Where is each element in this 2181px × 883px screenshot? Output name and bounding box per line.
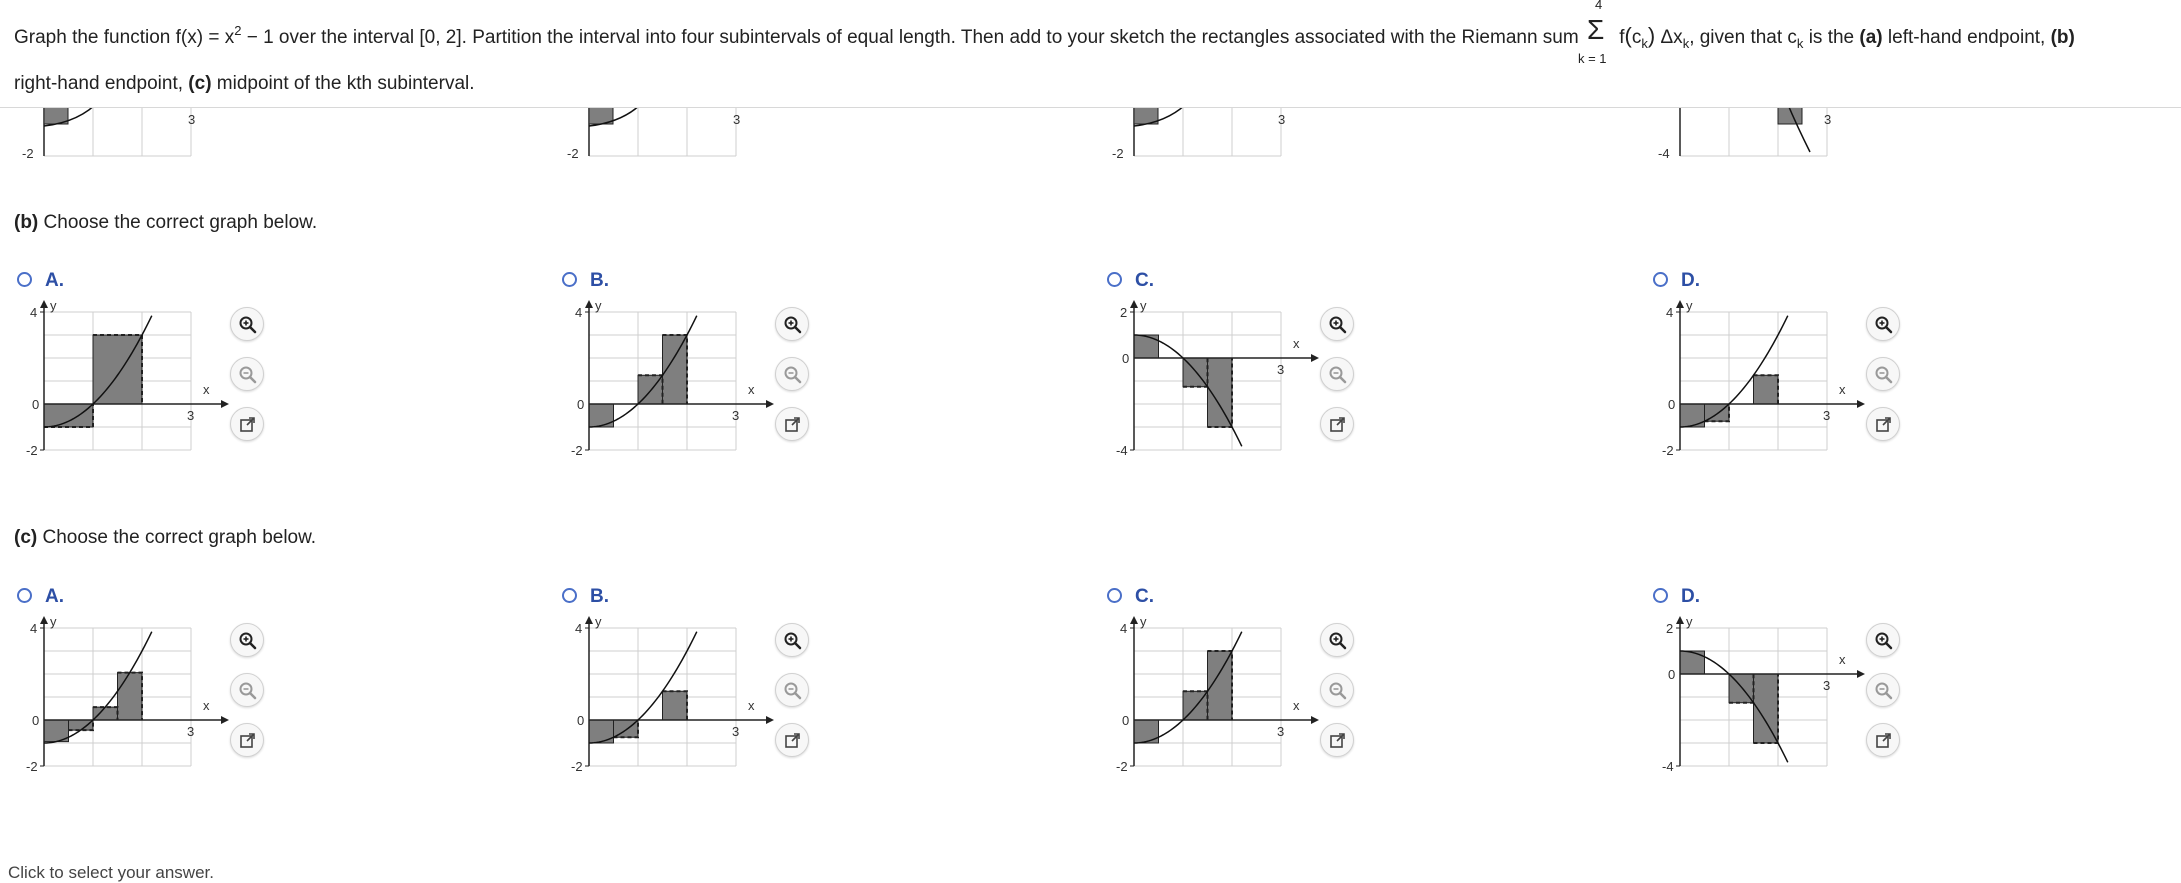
zoom-out-button[interactable] <box>1866 357 1900 391</box>
x-tick-label: 3 <box>733 112 741 127</box>
footer-instruction: Click to select your answer. <box>8 863 214 882</box>
zoom-out-button[interactable] <box>775 357 809 391</box>
y-zero-tick-label: 0 <box>32 397 40 412</box>
zoom-in-icon <box>238 315 258 335</box>
y-min-tick-label: -2 <box>571 443 583 458</box>
radio-button[interactable] <box>17 588 32 603</box>
y-min-tick-label: -2 <box>567 146 579 160</box>
pop-out-icon <box>1874 415 1894 435</box>
y-axis-arrow <box>40 616 48 624</box>
graph-svg <box>20 300 260 470</box>
zoom-out-button[interactable] <box>230 673 264 707</box>
partial-graph <box>1110 100 1370 160</box>
y-zero-tick-label: 0 <box>1668 397 1676 412</box>
radio-button[interactable] <box>17 272 32 287</box>
zoom-in-button[interactable] <box>1866 307 1900 341</box>
option-letter[interactable]: A. <box>45 270 64 291</box>
zoom-out-button[interactable] <box>775 673 809 707</box>
option-letter[interactable]: B. <box>590 270 609 291</box>
y-max-tick-label: 4 <box>1666 305 1674 320</box>
y-max-tick-label: 4 <box>30 621 38 636</box>
riemann-rect <box>1754 375 1779 404</box>
zoom-out-icon <box>1874 681 1894 701</box>
x-tick-label: 3 <box>1823 408 1831 423</box>
x-tick-label: 3 <box>1824 112 1832 127</box>
zoom-out-icon <box>238 365 258 385</box>
y-max-tick-label: 4 <box>30 305 38 320</box>
zoom-out-icon <box>1328 365 1348 385</box>
x-tick-label: 3 <box>1277 724 1285 739</box>
zoom-out-icon <box>238 681 258 701</box>
y-min-tick-label: -2 <box>22 146 34 160</box>
y-zero-tick-label: 0 <box>1122 713 1130 728</box>
part-b-option-d[interactable] <box>1636 272 2056 472</box>
part-b-prompt: (b) Choose the correct graph below. <box>14 212 318 233</box>
y-axis-arrow <box>1676 300 1684 308</box>
y-min-tick-label: -2 <box>26 443 38 458</box>
zoom-in-button[interactable] <box>1866 623 1900 657</box>
radio-button[interactable] <box>1107 272 1122 287</box>
y-axis-label: y <box>1140 300 1147 313</box>
part-b-option-a[interactable] <box>0 272 420 472</box>
zoom-in-button[interactable] <box>775 307 809 341</box>
radio-button[interactable] <box>562 272 577 287</box>
graph-svg <box>565 300 805 470</box>
option-letter[interactable]: C. <box>1135 270 1154 291</box>
y-axis-arrow <box>585 300 593 308</box>
riemann-rect <box>44 404 93 427</box>
pop-out-button[interactable] <box>1866 407 1900 441</box>
zoom-out-icon <box>783 365 803 385</box>
y-axis-arrow <box>40 300 48 308</box>
zoom-in-icon <box>783 315 803 335</box>
x-axis-arrow <box>221 716 229 724</box>
x-axis-label: x <box>1839 652 1846 667</box>
riemann-sum-symbol: 4 Σ k = 1 <box>1577 0 1607 66</box>
y-axis-label: y <box>1140 616 1147 629</box>
option-letter[interactable]: C. <box>1135 586 1154 607</box>
zoom-out-button[interactable] <box>1320 673 1354 707</box>
part-c-prompt: (c) Choose the correct graph below. <box>14 527 317 548</box>
pop-out-button[interactable] <box>1320 407 1354 441</box>
zoom-in-icon <box>1874 631 1894 651</box>
zoom-out-button[interactable] <box>230 357 264 391</box>
option-graph <box>565 616 805 791</box>
x-tick-label: 3 <box>732 724 740 739</box>
y-axis-arrow <box>1130 616 1138 624</box>
graph-svg <box>1656 300 1896 470</box>
y-min-tick-label: -4 <box>1116 443 1128 458</box>
pop-out-button[interactable] <box>230 407 264 441</box>
zoom-in-button[interactable] <box>230 307 264 341</box>
y-axis-label: y <box>1686 616 1693 629</box>
option-graph <box>1656 616 1896 791</box>
radio-button[interactable] <box>1653 588 1668 603</box>
zoom-in-icon <box>783 631 803 651</box>
zoom-in-icon <box>1874 315 1894 335</box>
x-tick-label: 3 <box>1277 362 1285 377</box>
option-letter[interactable]: D. <box>1681 586 1700 607</box>
x-axis-arrow <box>1857 670 1865 678</box>
riemann-rect <box>93 707 118 720</box>
riemann-rect <box>93 335 142 404</box>
option-graph <box>20 616 260 791</box>
option-graph <box>20 300 260 475</box>
x-axis-label: x <box>748 382 755 397</box>
question-text-line-1: Graph the function $f(x) = x^2 - 1$ over the interval [0, 2]. Partition the interval into four subintervals of equal length. Then add to your sketch the rectangles associated with the Riemann sum 4 Σ k = 1 $f(c_k)$ $\Delta x_k$, given that $c_k$ is the (a) left-hand endpoint, (b) <box>14 0 2075 66</box>
radio-button[interactable] <box>562 588 577 603</box>
graph-svg <box>1110 300 1350 470</box>
pop-out-icon <box>1328 731 1348 751</box>
pop-out-icon <box>783 731 803 751</box>
riemann-rect <box>118 673 143 720</box>
y-axis-label: y <box>50 616 57 629</box>
pop-out-icon <box>1874 731 1894 751</box>
partial-graph <box>1656 100 1916 160</box>
zoom-out-button[interactable] <box>1320 357 1354 391</box>
y-axis-arrow <box>1130 300 1138 308</box>
option-letter[interactable]: A. <box>45 586 64 607</box>
pop-out-button[interactable] <box>775 407 809 441</box>
option-letter[interactable]: D. <box>1681 270 1700 291</box>
x-axis-arrow <box>766 716 774 724</box>
option-letter[interactable]: B. <box>590 586 609 607</box>
y-min-tick-label: -2 <box>1662 443 1674 458</box>
y-zero-tick-label: 0 <box>1668 667 1676 682</box>
y-min-tick-label: -4 <box>1658 146 1670 160</box>
option-graph <box>1110 616 1350 791</box>
graph-svg <box>1110 616 1350 786</box>
y-axis-label: y <box>50 300 57 313</box>
y-axis-label: y <box>1686 300 1693 313</box>
x-axis-label: x <box>748 698 755 713</box>
zoom-in-button[interactable] <box>230 623 264 657</box>
radio-button[interactable] <box>1107 588 1122 603</box>
x-tick-label: 3 <box>187 724 195 739</box>
graph-svg <box>565 616 805 786</box>
option-graph <box>1110 300 1350 475</box>
y-max-tick-label: 4 <box>1120 621 1128 636</box>
y-axis-arrow <box>585 616 593 624</box>
x-axis-label: x <box>1293 698 1300 713</box>
part-c-option-a[interactable] <box>0 588 420 788</box>
zoom-out-button[interactable] <box>1866 673 1900 707</box>
y-zero-tick-label: 0 <box>32 713 40 728</box>
y-max-tick-label: 2 <box>1666 621 1674 636</box>
y-min-tick-label: -2 <box>1116 759 1128 774</box>
x-axis-arrow <box>1311 354 1319 362</box>
part-c-option-b[interactable] <box>545 588 965 788</box>
riemann-rect <box>69 720 94 730</box>
y-axis-label: y <box>595 616 602 629</box>
x-tick-label: 3 <box>187 408 195 423</box>
riemann-rect <box>663 691 688 720</box>
pop-out-button[interactable] <box>230 723 264 757</box>
zoom-out-icon <box>1328 681 1348 701</box>
x-tick-label: 3 <box>1278 112 1286 127</box>
y-min-tick-label: -2 <box>1112 146 1124 160</box>
y-max-tick-label: 4 <box>575 621 583 636</box>
x-axis-label: x <box>203 382 210 397</box>
x-axis-label: x <box>203 698 210 713</box>
zoom-in-icon <box>238 631 258 651</box>
part-c-option-d[interactable] <box>1636 588 2056 788</box>
y-max-tick-label: 2 <box>1120 305 1128 320</box>
question-text-line-2: right-hand endpoint, (c) midpoint of the kth subinterval. <box>14 73 475 94</box>
y-min-tick-label: -2 <box>571 759 583 774</box>
pop-out-icon <box>238 415 258 435</box>
y-axis-label: y <box>595 300 602 313</box>
x-axis-arrow <box>1857 400 1865 408</box>
option-graph <box>565 300 805 475</box>
y-min-tick-label: -2 <box>26 759 38 774</box>
y-axis-arrow <box>1676 616 1684 624</box>
pop-out-button[interactable] <box>775 723 809 757</box>
x-axis-arrow <box>221 400 229 408</box>
y-min-tick-label: -4 <box>1662 759 1674 774</box>
x-axis-arrow <box>766 400 774 408</box>
x-tick-label: 3 <box>188 112 196 127</box>
zoom-out-icon <box>1874 365 1894 385</box>
pop-out-button[interactable] <box>1866 723 1900 757</box>
zoom-in-icon <box>1328 631 1348 651</box>
zoom-in-button[interactable] <box>1320 307 1354 341</box>
x-tick-label: 3 <box>1823 678 1831 693</box>
pop-out-icon <box>1328 415 1348 435</box>
pop-out-icon <box>783 415 803 435</box>
zoom-in-button[interactable] <box>1320 623 1354 657</box>
x-axis-arrow <box>1311 716 1319 724</box>
y-zero-tick-label: 0 <box>577 713 585 728</box>
zoom-in-button[interactable] <box>775 623 809 657</box>
pop-out-icon <box>238 731 258 751</box>
part-c-option-c[interactable] <box>1090 588 1510 788</box>
part-b-option-b[interactable] <box>545 272 965 472</box>
partial-graph <box>565 100 825 160</box>
x-tick-label: 3 <box>732 408 740 423</box>
radio-button[interactable] <box>1653 272 1668 287</box>
graph-svg <box>1656 616 1896 786</box>
graph-svg <box>20 616 260 786</box>
x-axis-label: x <box>1839 382 1846 397</box>
zoom-out-icon <box>783 681 803 701</box>
zoom-in-icon <box>1328 315 1348 335</box>
y-zero-tick-label: 0 <box>1122 351 1130 366</box>
x-axis-label: x <box>1293 336 1300 351</box>
y-max-tick-label: 4 <box>575 305 583 320</box>
partial-graph <box>20 100 280 160</box>
y-zero-tick-label: 0 <box>577 397 585 412</box>
option-graph <box>1656 300 1896 475</box>
question-header <box>0 0 2181 108</box>
pop-out-button[interactable] <box>1320 723 1354 757</box>
part-b-option-c[interactable] <box>1090 272 1510 472</box>
